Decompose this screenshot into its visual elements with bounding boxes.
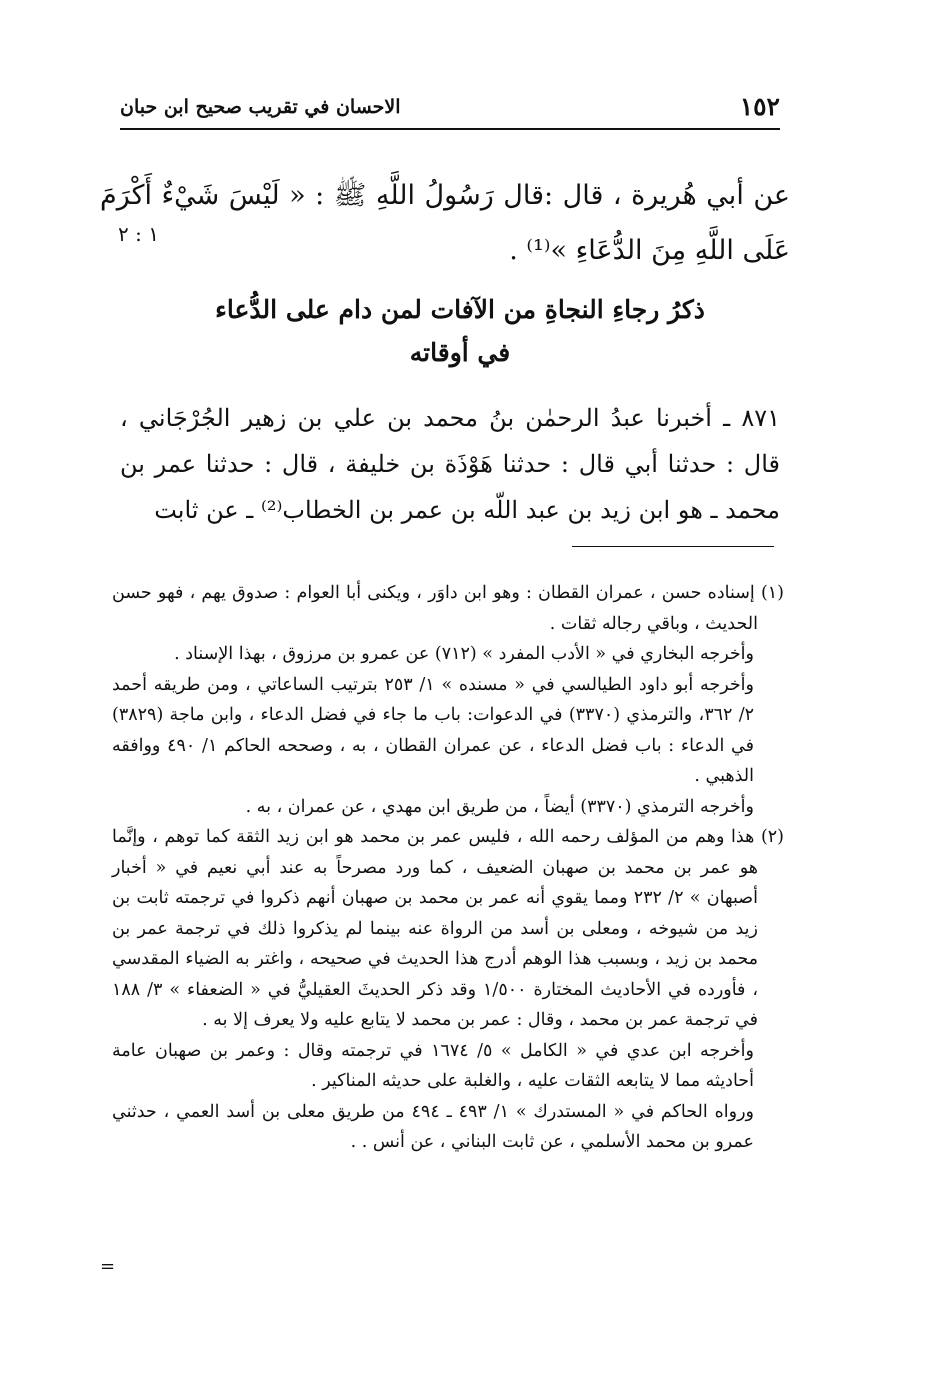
footnote-paragraph: وأخرجه البخاري في « الأدب المفرد » (٧١٢) عن عمرو بن مرزوق ، بهذا الإسناد . [174, 644, 754, 664]
page-header [120, 92, 780, 126]
section-title-line1: ذكرُ رجاءِ النجاةِ من الآفات لمن دام على الدُّعاء [215, 295, 705, 324]
footnotes [112, 578, 784, 1158]
hadith-text: عن أبي هُريرة ، قال :قال رَسُولُ اللَّهِ ﷺ : « لَيْسَ شَيْءٌ أَكْرَمَ عَلَى اللَّهِ مِنَ الدُّعَاءِ »⁽¹⁾ . [100, 180, 791, 266]
footnote-paragraph: وأخرجه ابن عدي في « الكامل » ٥/ ١٦٧٤ في ترجمته وقال : وعمر بن صهبان عامة أحاديثه مما لا يتابعه الثقات عليه ، والغلبة على حديثه المناكير . [112, 1040, 754, 1091]
hadith-reference: ١ : ٢ [118, 222, 159, 246]
footnote-paragraph: ورواه الحاكم في « المستدرك » ١/ ٤٩٣ ـ ٤٩٤ من طريق معلى بن أسد العمي ، حدثني عمرو بن محمد الأسلمي ، عن ثابت البناني ، عن أنس . . [112, 1101, 754, 1152]
hadith-871-isnad: ٨٧١ ـ أخبرنا عبدُ الرحمٰن بنُ محمد بن علي بن زهير الجُرْجَاني ، قال : حدثنا أبي قال : حدثنا هَوْذَة بن خليفة ، قال : حدثنا عمر بن محمد ـ هو ابن زيد بن عبد اللّه بن عمر بن الخطاب⁽²⁾ ـ عن ثابت [120, 404, 780, 524]
continuation-mark: = [100, 1256, 116, 1277]
header-rule [120, 128, 780, 130]
footnote-separator [572, 546, 774, 547]
section-title-line2: في أوقاته [409, 338, 511, 367]
running-title: الاحسان في تقريب صحيح ابن حبان [120, 96, 401, 118]
footnote-2: (٢) هذا وهم من المؤلف رحمه الله ، فليس عمر بن محمد هو ابن زيد الثقة كما توهم ، وإنَّما هو عمر بن محمد بن صهبان الضعيف ، كما ورد مصرحاً به عند أبي نعيم في « أخبار أصبهان » ٢/ ٢٣٢ ومما يقوي أنه عمر بن محمد بن صهبان أنهم ذكروا في ترجمته ثابت بن زيد من شيوخه ، ومعلى بن أسد من الرواة عنه بينما لم يذكروا ذلك في ترجمة عمر بن محمد بن زيد ، وبسبب هذا الوهم أدرج هذا الحديث في صحيحه ، واغتر به الضياء المقدسي ، فأورده في الأحاديث المختارة ١/٥٠٠ وقد ذكر الحديثَ العقيليُّ في « الضعفاء » ٣/ ١٨٨ في ترجمة عمر بن محمد ، وقال : عمر بن محمد لا يتابع عليه ولا يعرف إلا به . [112, 827, 784, 1030]
footnote-paragraph: وأخرجه الترمذي (٣٣٧٠) أيضاً ، من طريق ابن مهدي ، عن عمران ، به . [245, 796, 754, 817]
footnote-paragraph: وأخرجه أبو داود الطيالسي في « مسنده » ١/ ٢٥٣ بترتيب الساعاتي ، ومن طريقه أحمد ٢/ ٣٦٢، والترمذي (٣٣٧٠) في الدعوات: باب ما جاء في فضل الدعاء ، وابن ماجة (٣٨٢٩) في الدعاء : باب فضل الدعاء ، عن عمران القطان ، به ، وصححه الحاكم ١/ ٤٩٠ ووافقه الذهبي . [112, 674, 754, 786]
page-number: ١٥٢ [739, 92, 780, 121]
footnote-1: (١) إسناده حسن ، عمران القطان : وهو ابن داوَر ، ويكنى أبا العوام : صدوق يهم ، فهو حسن الحديث ، وباقي رجاله ثقات . [112, 583, 784, 634]
